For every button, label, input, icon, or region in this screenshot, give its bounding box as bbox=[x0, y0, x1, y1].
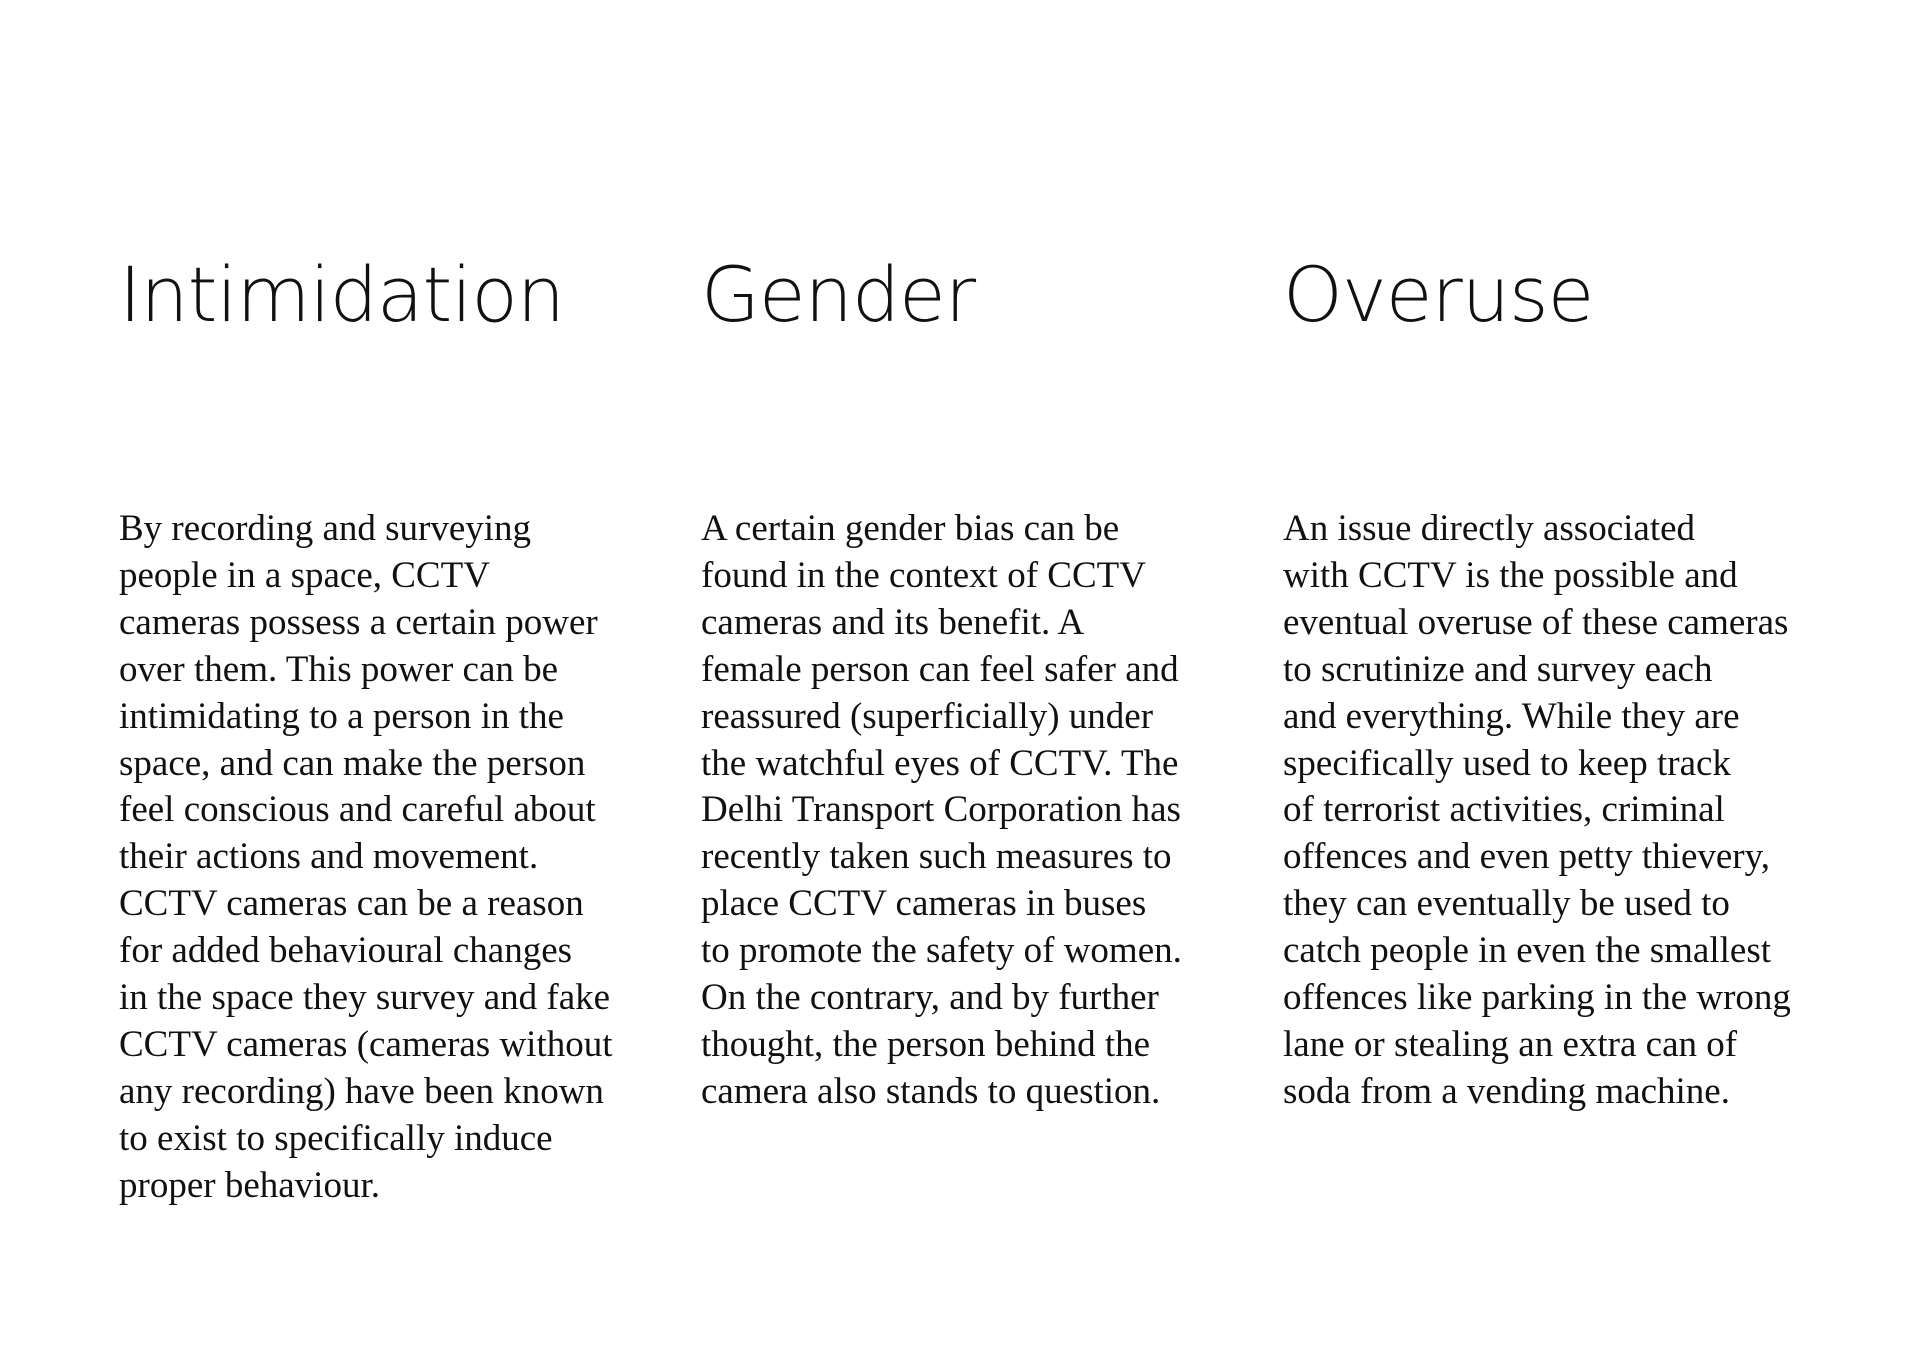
text-line: to promote the safety of women. bbox=[701, 930, 1182, 972]
text-line: offences and even petty thievery, bbox=[1283, 836, 1770, 878]
paragraph-overuse bbox=[1283, 506, 1791, 1116]
text-line: the watchful eyes of CCTV. The bbox=[701, 742, 1179, 784]
text-line: intimidating to a person in the bbox=[119, 695, 564, 737]
text-line: to scrutinize and survey each bbox=[1283, 648, 1713, 690]
text-line: any recording) have been known bbox=[119, 1070, 604, 1112]
text-line: over them. This power can be bbox=[119, 648, 559, 690]
text-line: proper behaviour. bbox=[119, 1164, 380, 1206]
text-line: Delhi Transport Corporation has bbox=[701, 789, 1181, 831]
text-line: feel conscious and careful about bbox=[119, 789, 596, 831]
text-line: space, and can make the person bbox=[119, 742, 586, 784]
text-line: place CCTV cameras in buses bbox=[701, 883, 1147, 925]
text-line: and everything. While they are bbox=[1283, 695, 1740, 737]
heading-intimidation: Intimidation bbox=[119, 250, 565, 339]
paragraph-intimidation bbox=[119, 506, 613, 1210]
text-line: offences like parking in the wrong bbox=[1283, 977, 1791, 1019]
text-line: they can eventually be used to bbox=[1283, 883, 1730, 925]
text-line: reassured (superficially) under bbox=[701, 695, 1154, 737]
text-line: people in a space, CCTV bbox=[119, 554, 490, 596]
heading-overuse: Overuse bbox=[1283, 250, 1594, 339]
text-line: soda from a vending machine. bbox=[1283, 1070, 1730, 1112]
text-line: CCTV cameras can be a reason bbox=[119, 883, 584, 925]
text-line: An issue directly associated bbox=[1283, 508, 1696, 549]
text-line: found in the context of CCTV bbox=[701, 554, 1146, 596]
text-line: to exist to specifically induce bbox=[119, 1117, 553, 1159]
text-line: cameras and its benefit. A bbox=[701, 601, 1085, 643]
text-line: recently taken such measures to bbox=[701, 836, 1172, 878]
text-line: By recording and surveying bbox=[119, 508, 532, 549]
text-line: A certain gender bias can be bbox=[701, 508, 1120, 549]
text-line: their actions and movement. bbox=[119, 836, 539, 878]
text-line: lane or stealing an extra can of bbox=[1283, 1023, 1738, 1065]
text-line: of terrorist activities, criminal bbox=[1283, 789, 1725, 831]
text-line: camera also stands to question. bbox=[701, 1070, 1161, 1112]
text-line: thought, the person behind the bbox=[701, 1023, 1151, 1065]
text-line: CCTV cameras (cameras without bbox=[119, 1023, 613, 1065]
text-line: specifically used to keep track bbox=[1283, 742, 1731, 784]
text-line: female person can feel safer and bbox=[701, 648, 1179, 690]
text-line: eventual overuse of these cameras bbox=[1283, 601, 1789, 643]
paragraph-gender bbox=[701, 506, 1182, 1116]
text-line: in the space they survey and fake bbox=[119, 977, 611, 1019]
text-line: for added behavioural changes bbox=[119, 930, 573, 972]
text-line: On the contrary, and by further bbox=[701, 977, 1159, 1019]
text-line: catch people in even the smallest bbox=[1283, 930, 1772, 972]
heading-gender: Gender bbox=[701, 250, 976, 339]
text-line: cameras possess a certain power bbox=[119, 601, 598, 643]
text-line: with CCTV is the possible and bbox=[1283, 554, 1738, 596]
